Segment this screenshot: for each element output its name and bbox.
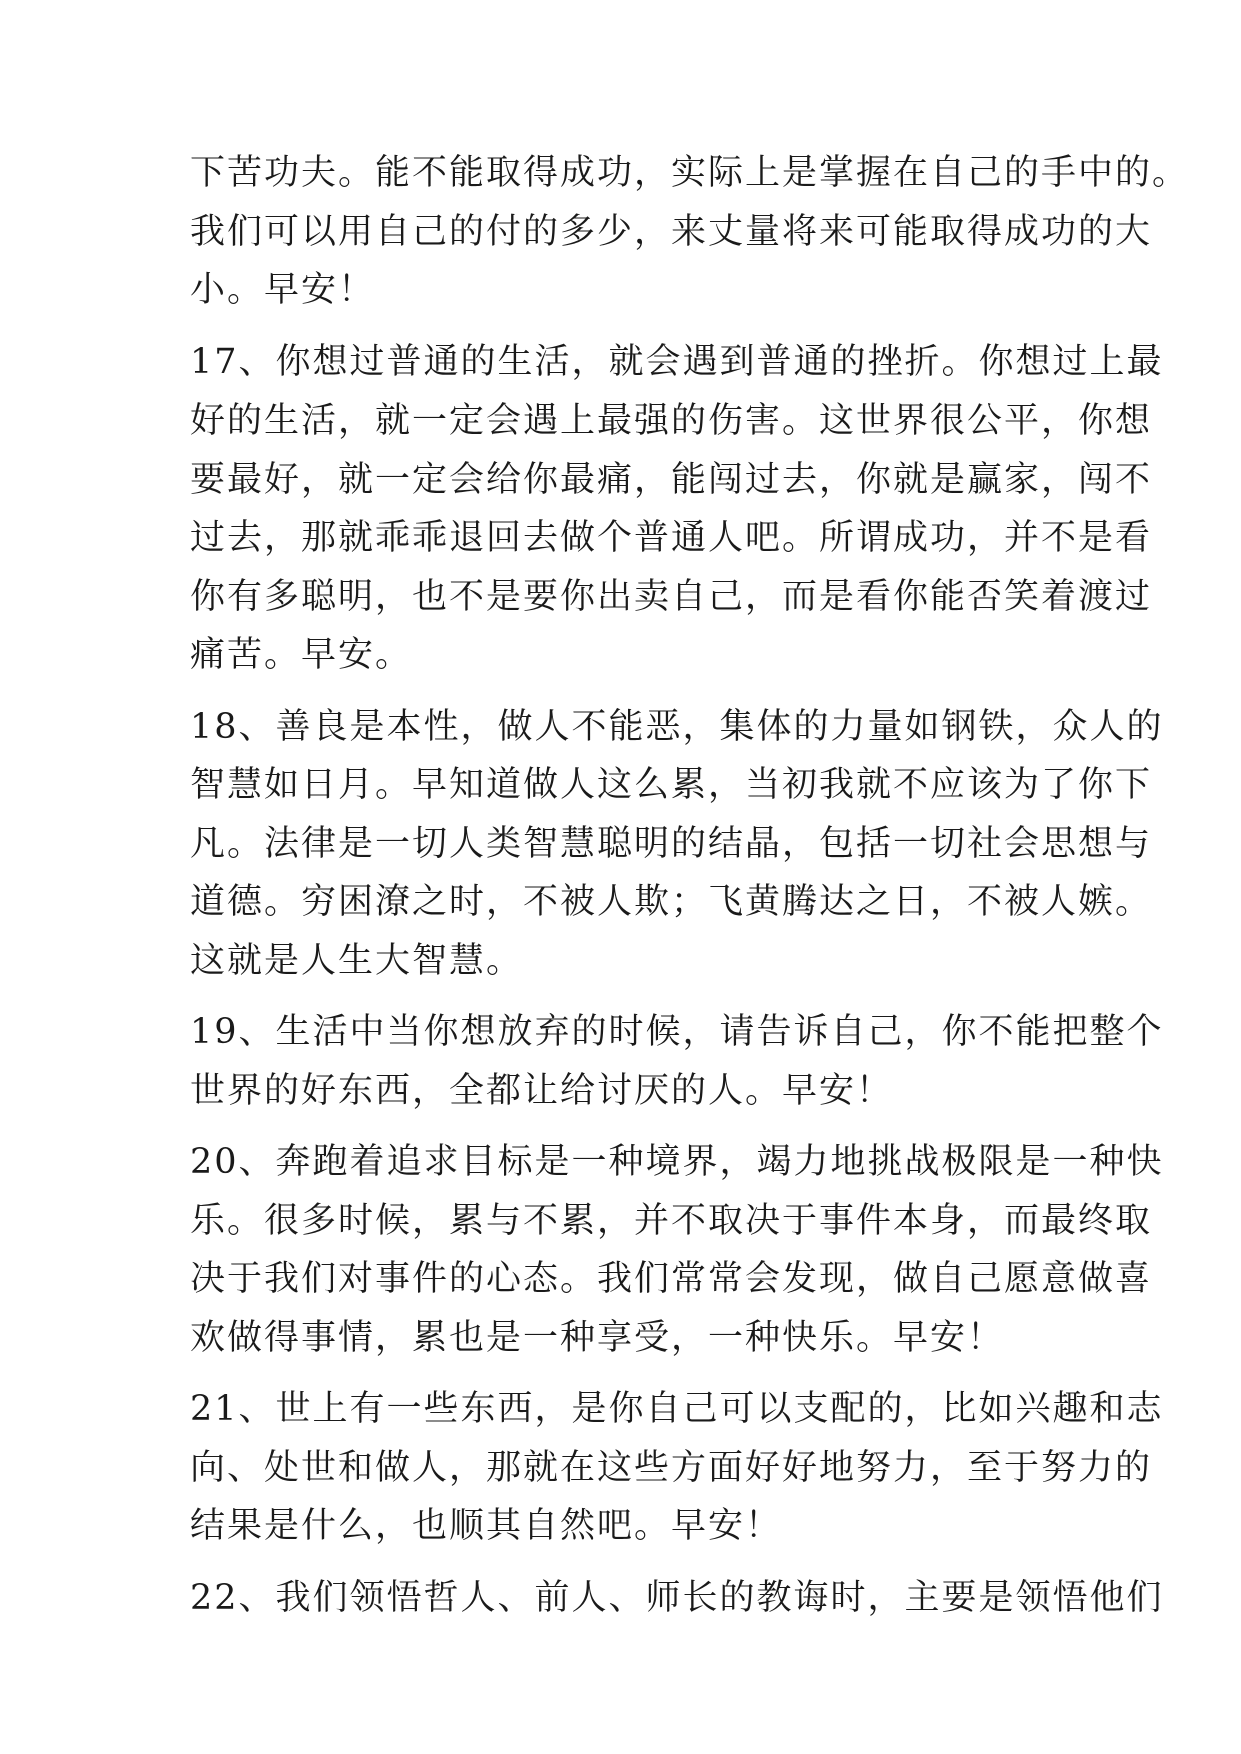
text-line: 智慧如日月。早知道做人这么累，当初我就不应该为了你下 bbox=[190, 765, 1153, 805]
text-line: 18、善良是本性，做人不能恶，集体的力量如钢铁，众人的 bbox=[190, 707, 1164, 747]
text-line: 乐。很多时候，累与不累，并不取决于事件本身，而最终取 bbox=[190, 1201, 1153, 1241]
text-line: 下苦功夫。能不能取得成功，实际上是掌握在自己的手中的。 bbox=[190, 153, 1190, 193]
text-line: 结果是什么，也顺其自然吧。早安！ bbox=[190, 1506, 783, 1546]
text-line: 小。早安！ bbox=[190, 270, 376, 310]
text-line: 决于我们对事件的心态。我们常常会发现，做自己愿意做喜 bbox=[190, 1259, 1153, 1299]
text-line: 22、我们领悟哲人、前人、师长的教诲时，主要是领悟他们 bbox=[190, 1578, 1164, 1618]
text-line: 欢做得事情，累也是一种享受，一种快乐。早安！ bbox=[190, 1318, 1005, 1358]
text-line: 我们可以用自己的付的多少，来丈量将来可能取得成功的大 bbox=[190, 212, 1153, 252]
text-line: 向、处世和做人，那就在这些方面好好地努力，至于努力的 bbox=[190, 1448, 1153, 1488]
text-line: 好的生活，就一定会遇上最强的伤害。这世界很公平，你想 bbox=[190, 401, 1153, 441]
text-line: 世界的好东西，全都让给讨厌的人。早安！ bbox=[190, 1071, 894, 1111]
text-line: 过去，那就乖乖退回去做个普通人吧。所谓成功，并不是看 bbox=[190, 518, 1153, 558]
text-line: 你有多聪明，也不是要你出卖自己，而是看你能否笑着渡过 bbox=[190, 577, 1153, 617]
text-line: 要最好，就一定会给你最痛，能闯过去，你就是赢家，闯不 bbox=[190, 460, 1153, 500]
text-line: 痛苦。早安。 bbox=[190, 635, 413, 675]
text-line: 19、生活中当你想放弃的时候，请告诉自己，你不能把整个 bbox=[190, 1012, 1164, 1052]
text-line: 这就是人生大智慧。 bbox=[190, 941, 524, 981]
text-line: 凡。法律是一切人类智慧聪明的结晶，包括一切社会思想与 bbox=[190, 824, 1153, 864]
text-line: 20、奔跑着追求目标是一种境界，竭力地挑战极限是一种快 bbox=[190, 1142, 1164, 1182]
text-line: 道德。穷困潦之时，不被人欺；飞黄腾达之日，不被人嫉。 bbox=[190, 882, 1153, 922]
text-line: 21、世上有一些东西，是你自己可以支配的，比如兴趣和志 bbox=[190, 1389, 1164, 1429]
text-line: 17、你想过普通的生活，就会遇到普通的挫折。你想过上最 bbox=[190, 342, 1164, 382]
